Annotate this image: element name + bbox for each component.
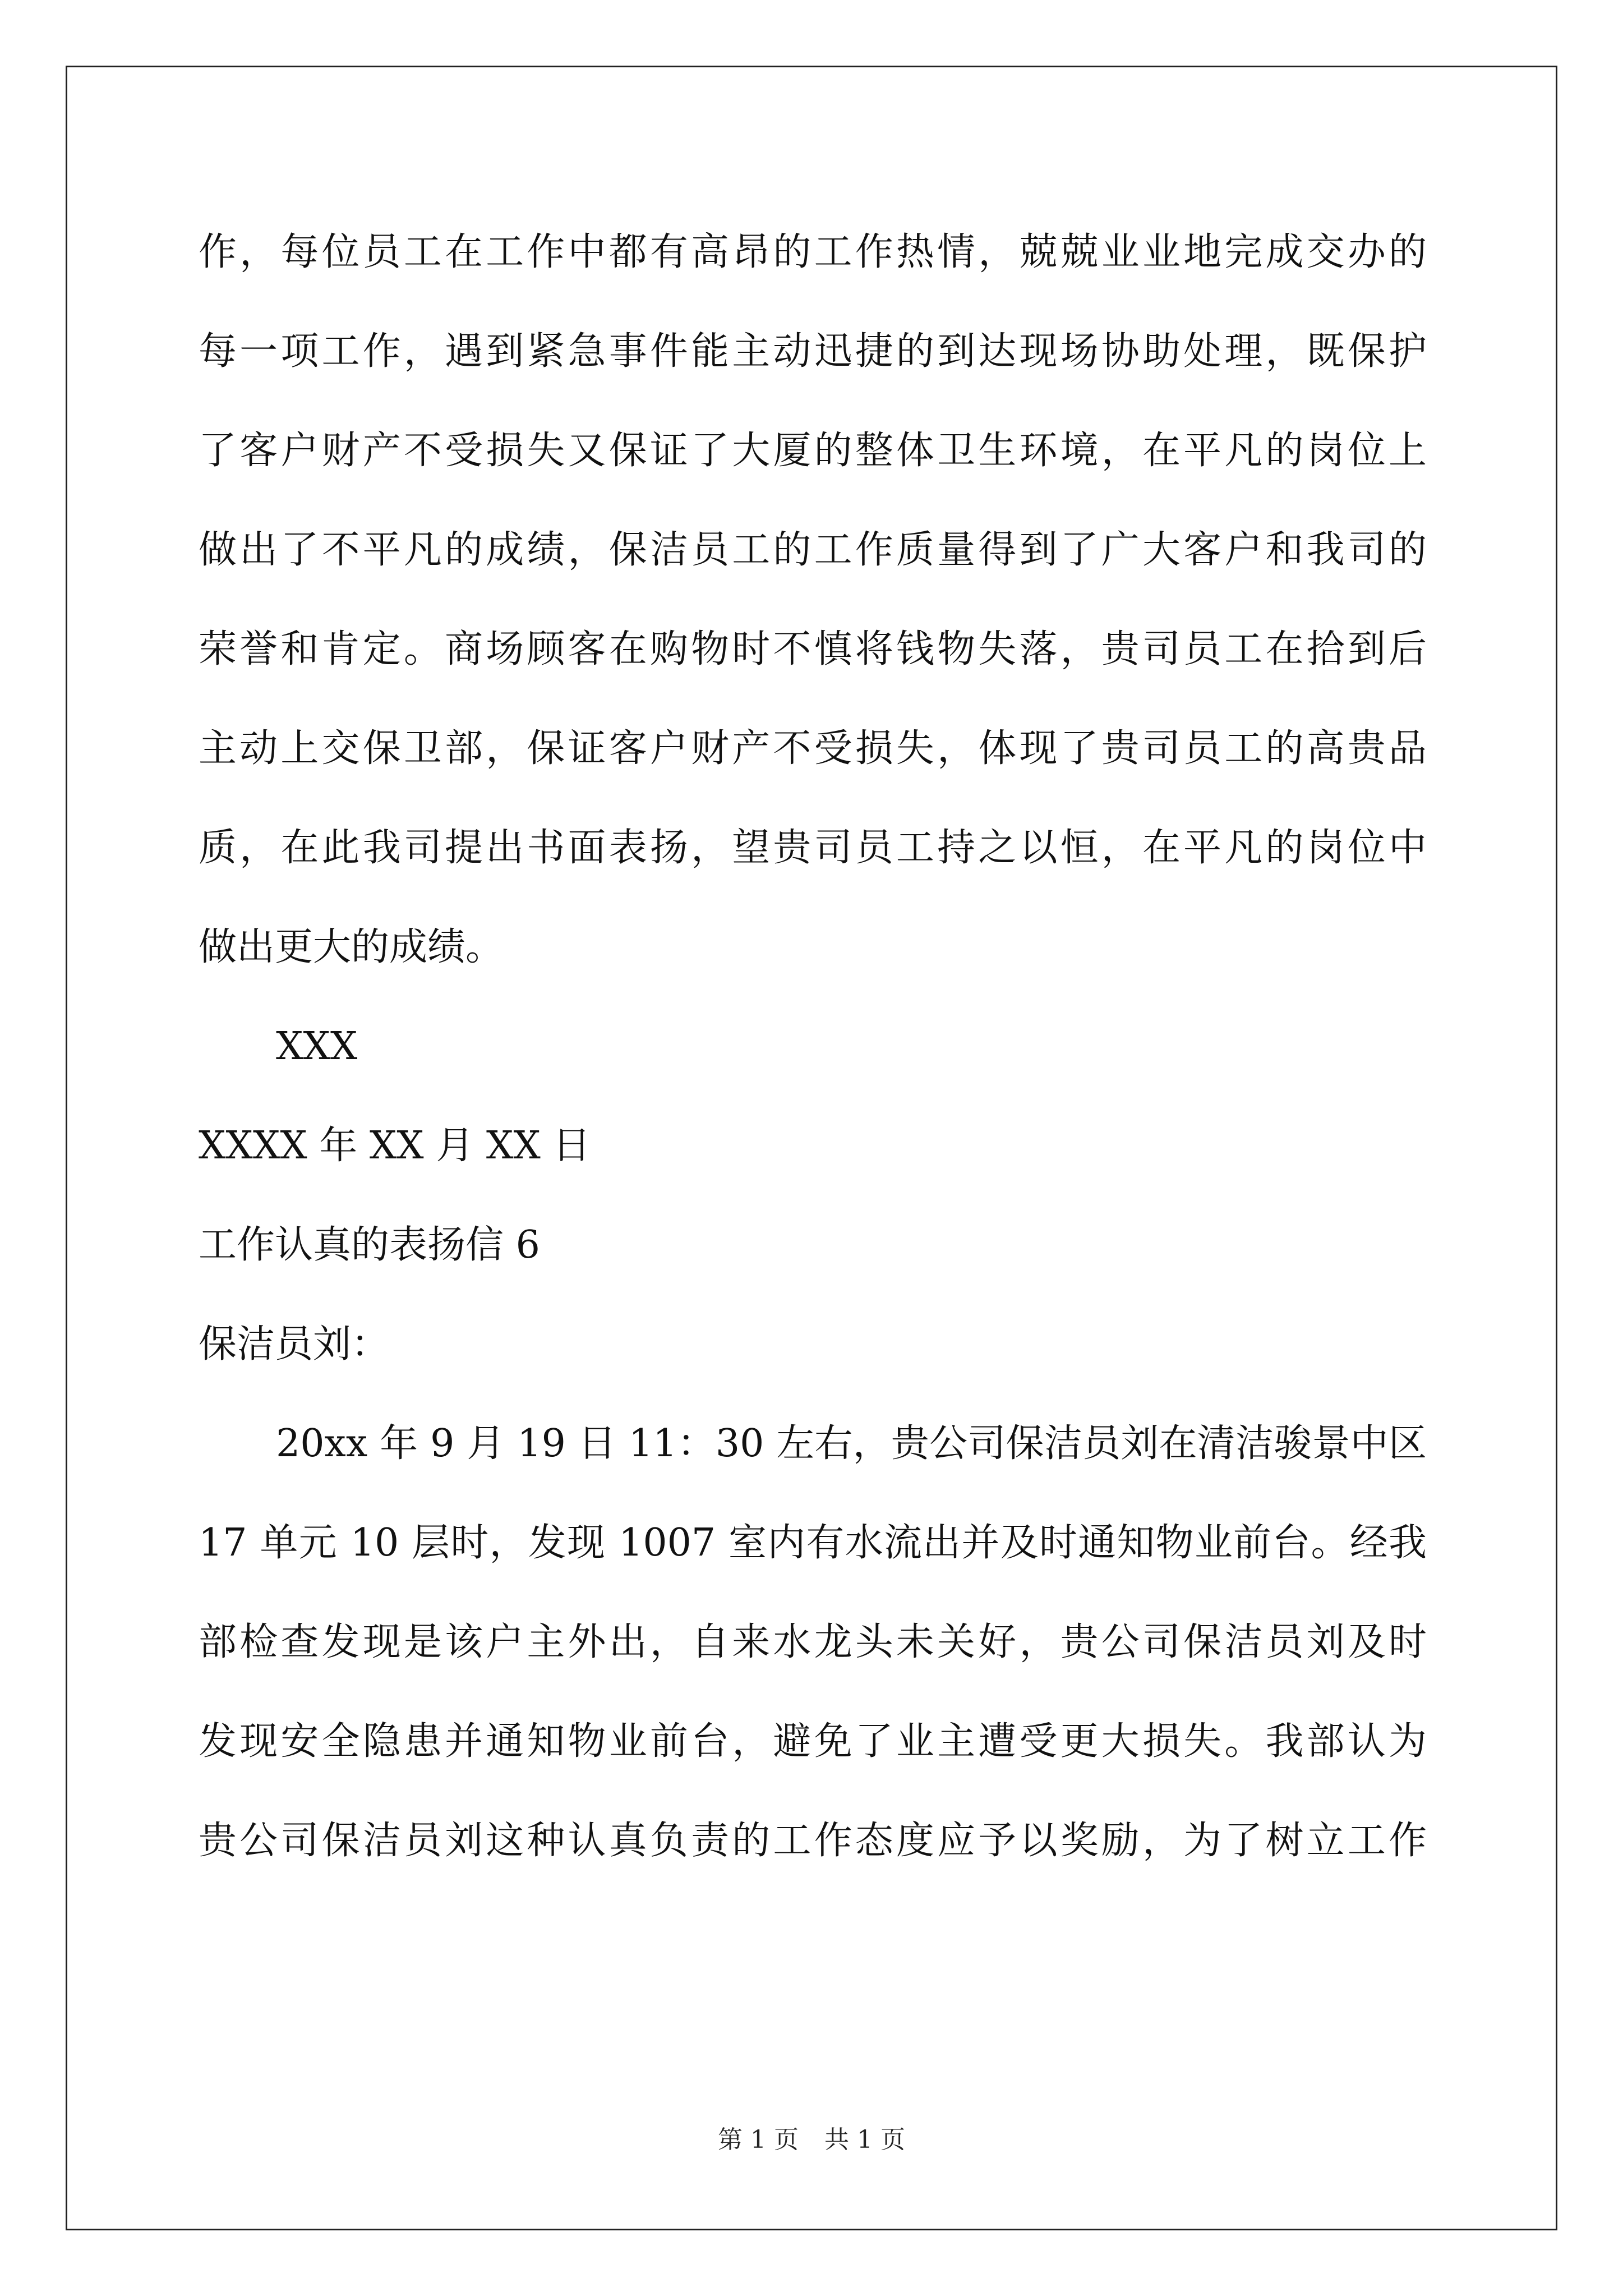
text-line: 做出更大的成绩。 bbox=[199, 925, 504, 969]
date: XXXX 年 XX 月 XX 日 bbox=[199, 1124, 591, 1168]
text-line: 发现安全隐患并通知物业前台，避免了业主遭受更大损失。我部认为 bbox=[199, 1719, 1427, 1764]
text-line: 部检查发现是该户主外出，自来水龙头未关好，贵公司保洁员刘及时 bbox=[199, 1620, 1427, 1664]
text-line: 作，每位员工在工作中都有高昂的工作热情，兢兢业业地完成交办的 bbox=[199, 230, 1427, 274]
text-line: 17 单元 10 层时，发现 1007 室内有水流出并及时通知物业前台。经我 bbox=[199, 1521, 1427, 1565]
text-line: 了客户财产不受损失又保证了大厦的整体卫生环境，在平凡的岗位上 bbox=[199, 429, 1427, 473]
page-footer bbox=[0, 2123, 1623, 2157]
text-line: 主动上交保卫部，保证客户财产不受损失，体现了贵司员工的高贵品 bbox=[199, 726, 1427, 771]
text-line: 做出了不平凡的成绩，保洁员工的工作质量得到了广大客户和我司的 bbox=[199, 528, 1427, 572]
text-line: 贵公司保洁员刘这种认真负责的工作态度应予以奖励，为了树立工作 bbox=[199, 1819, 1427, 1863]
text-line: 20xx 年 9 月 19 日 11：30 左右，贵公司保洁员刘在清洁骏景中区 bbox=[276, 1421, 1427, 1466]
text-line: 荣誉和肯定。商场顾客在购物时不慎将钱物失落，贵司员工在拾到后 bbox=[199, 627, 1427, 671]
salutation: 保洁员刘： bbox=[199, 1322, 390, 1366]
letter-title: 工作认真的表扬信 6 bbox=[199, 1223, 540, 1267]
signature: XXX bbox=[276, 1024, 358, 1069]
text-line: 质，在此我司提出书面表扬，望贵司员工持之以恒，在平凡的岗位中 bbox=[199, 826, 1427, 870]
text-line: 每一项工作，遇到紧急事件能主动迅捷的到达现场协助处理，既保护 bbox=[199, 329, 1427, 374]
page-number: 第 1 页 bbox=[718, 2125, 799, 2154]
total-pages: 共 1 页 bbox=[824, 2125, 905, 2154]
